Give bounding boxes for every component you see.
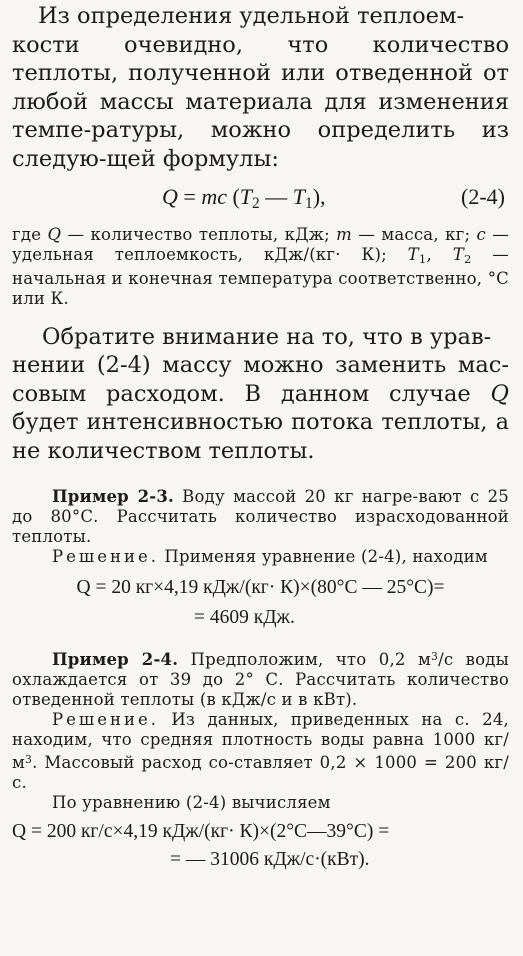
example-2-3-solution [12,547,509,567]
example-2-3-label: Пример 2-3. [52,487,174,507]
formula-number: (2-4) [461,184,505,209]
where-text-1: где [12,225,48,244]
note-q: Q [490,380,509,407]
intro-text: кости очевидно, что количество теплоты, полученной или отведенной от любой массы материала для изменения темпе-ратуры, можно определить из следую-щей формулы: [12,31,509,172]
example-2-3-result: = 4609 кДж. [194,607,295,629]
example-2-3-statement [12,487,509,547]
example-2-4 [12,647,509,813]
formula-close: ), [312,184,326,209]
intro-paragraph [12,2,509,173]
where-t2: T [452,245,464,264]
where-comma: , [426,245,453,264]
example-2-3-calc: Q = 20 кг×4,19 кДж/(кг· К)×(80°C — 25°C)= [76,577,445,599]
example-2-3-solution-label: Решение. [52,547,159,567]
where-t1: T [407,245,419,264]
example-2-4-calc: Q = 200 кг/с×4,19 кДж/(кг· К)×(2°C—39°C) = [12,821,390,842]
example-2-4-solution [12,710,509,793]
where-q: Q [47,225,62,244]
example-2-4-solution-text-b: . Массовый расход со-ставляет 0,2 × 1000 = 200 кг/с. [12,753,509,792]
example-2-3 [12,487,509,567]
formula-minus: — [259,184,293,209]
note-first-line: Обратите внимание на то, что в урав- [42,323,492,350]
where-text-3: — масса, кг; [352,225,477,244]
formula-t2: T [239,184,253,209]
note-paragraph [12,323,509,466]
example-2-3-text: Воду массой 20 кг нагре-вают с 25 до 80°С. Рассчитать количество израсходованной теплоты. [12,487,509,547]
example-2-4-solution-text-a: Из данных, приведенных на с. 24, находим, что средняя плотность воды равна 1000 кг/м [12,710,509,772]
where-text-4: — удельная теплоемкость, кДж/(кг· К); [12,225,509,264]
note-text-a: нении (2-4) массу можно заменить мас-совым расходом. В данном случае [12,352,509,407]
example-2-4-result: = — 31006 кДж/с·(кВт). [170,849,370,870]
example-2-4-label: Пример 2-4. [52,650,179,670]
example-2-4-text-b: /с воды охлаждается от 39 до 2° С. Рассчитать количество отведенной теплоты (в кДж/с и в кВт). [12,650,509,710]
example-2-3-solution-text: Применяя уравнение (2-4), находим [158,547,488,567]
formula-t2-sub: 2 [252,194,260,212]
intro-first-line: Из определения удельной теплоем- [38,3,465,29]
example-2-4-text-a: Предположим, что 0,2 м [178,650,432,670]
example-2-4-statement [12,647,509,710]
formula-2-4 [12,181,509,213]
example-2-4-solution-sup: 3 [25,753,33,767]
where-c: c [476,225,486,244]
note-text-b: будет интенсивностью потока теплоты, а не количеством теплоты. [12,409,509,464]
where-paragraph [12,225,509,309]
where-m: m [336,225,353,244]
example-2-4-by-equation: По уравнению (2-4) вычисляем [52,793,331,812]
example-2-4-solution-label: Решение. [52,710,159,730]
where-t1-sub: 1 [418,251,427,266]
formula-t1: T [292,184,305,209]
example-2-4-sup: 3 [431,650,439,664]
formula-q: Q [162,184,178,209]
formula-open: ( [226,184,240,209]
where-text-5: — начальная и конечная температура соответственно, °С или К. [12,245,510,308]
where-t2-sub: 2 [463,251,472,266]
where-text-2: — количество теплоты, кДж; [61,225,337,244]
formula-mc: mc [201,184,227,209]
formula-expression [162,181,326,220]
formula-eq: = [177,184,202,209]
formula-t1-sub: 1 [305,194,313,212]
